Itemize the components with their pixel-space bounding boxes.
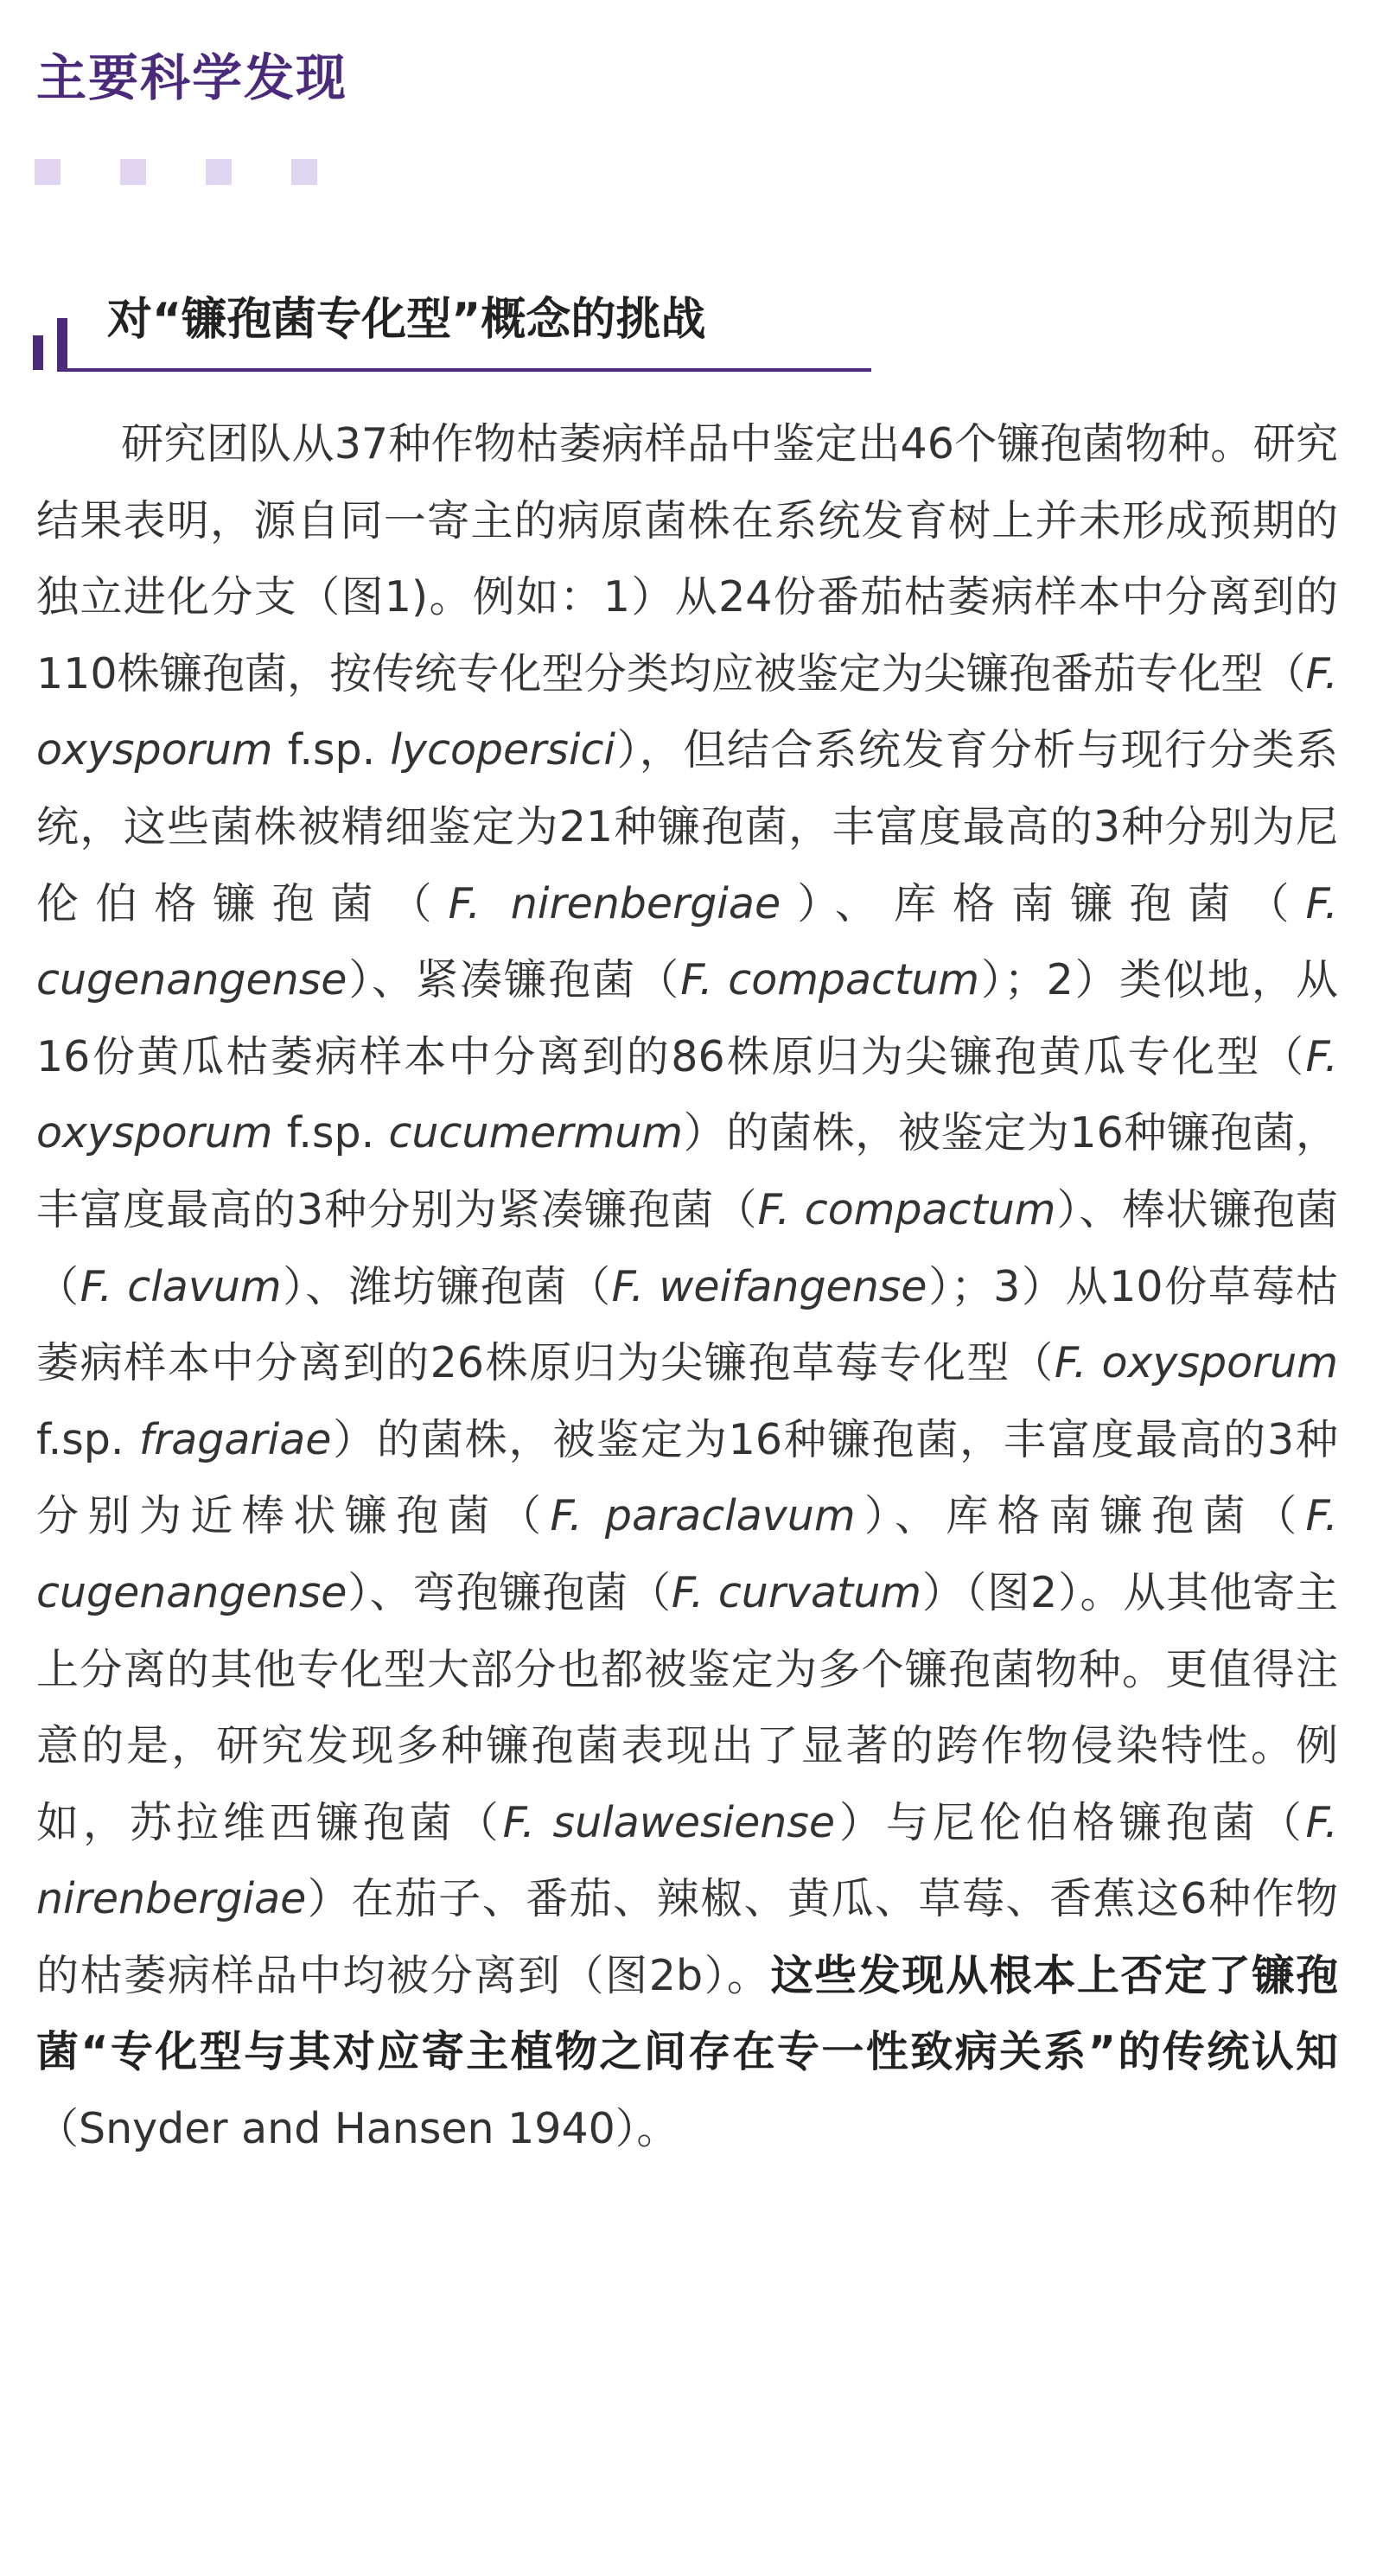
decorative-square-icon: [35, 159, 61, 185]
text-run: f.sp.: [272, 1108, 389, 1158]
text-run: ）；2）类似地，从16份黄瓜枯萎病样本中分离到的86株原归为尖镰孢黄瓜专化型（: [36, 955, 1338, 1081]
text-run: ）的菌株，被鉴定为16种镰孢菌，丰富度最高的3种分别为紧凑镰孢菌（: [36, 1108, 1339, 1234]
text-run: 研究团队从37种作物枯萎病样品中鉴定出46个镰孢菌物种。研究结果表明，源自同一寄主的病原菌株在系统发育树上并未形成预期的独立进化分支（图1)。例如：1）从24份番茄枯萎病样本中分离到的110株镰孢菌，按传统专化型分类均应被鉴定为尖镰孢番茄专化型（: [36, 419, 1338, 698]
species-name: cucumermum: [388, 1108, 683, 1158]
text-run: ）在茄子、番茄、辣椒、黄瓜、草莓、香蕉这6种作物的枯萎病样品中均被分离到（图2b）。: [36, 1874, 1338, 2000]
species-name: F. compactum: [680, 955, 979, 1005]
text-run: ）（图2）。从其他寄主上分离的其他专化型大部分也都被鉴定为多个镰孢菌物种。更值得注意的是，研究发现多种镰孢菌表现出了显著的跨作物侵染特性。例如，苏拉维西镰孢菌（: [36, 1567, 1338, 1847]
paragraph-text: [36, 406, 1338, 2168]
text-run: ）；3）从10份草莓枯萎病样本中分离到的26株原归为尖镰孢草莓专化型（: [36, 1261, 1338, 1388]
decorative-dots: [35, 159, 346, 185]
species-name: F. weifangense: [611, 1261, 927, 1311]
species-name: F. sulawesiense: [502, 1797, 836, 1847]
subheading-title: 对“镰孢菌专化型”概念的挑战: [107, 294, 706, 346]
text-run: ）、库格南镰孢菌（: [781, 878, 1306, 928]
decorative-square-icon: [120, 159, 146, 185]
key-conclusion: 这些发现从根本上否定了镰孢菌“专化型与其对应寄主植物之间存在专一性致病关系”的传统认知: [36, 1950, 1338, 2077]
subheading-underline: [57, 368, 871, 372]
decorative-square-icon: [206, 159, 232, 185]
section-title: 主要科学发现: [36, 48, 348, 107]
text-run: ）的菌株，被鉴定为16种镰孢菌，丰富度最高的3种分别为近棒状镰孢菌（: [36, 1414, 1338, 1541]
species-name: F. clavum: [80, 1261, 282, 1311]
species-name: F. oxysporum: [1054, 1338, 1338, 1388]
text-run: f.sp.: [36, 1414, 139, 1464]
species-name: F. oxysporum: [36, 648, 1338, 775]
text-run: ）、潍坊镰孢菌（: [281, 1261, 612, 1311]
species-name: F. cugenangense: [36, 1491, 1338, 1617]
text-run: ）、棒状镰孢菌（: [36, 1184, 1338, 1311]
citation: （Snyder and Hansen 1940）。: [36, 2104, 679, 2154]
species-name: F. cugenangense: [36, 878, 1338, 1005]
subheading-bar-icon: [57, 318, 67, 370]
text-run: ）、紧凑镰孢菌（: [347, 955, 681, 1005]
species-name: F. nirenbergiae: [36, 1797, 1338, 1924]
subheading-block: [33, 285, 871, 377]
decorative-square-icon: [291, 159, 317, 185]
species-name: F. paraclavum: [550, 1491, 856, 1541]
species-name: F. compactum: [757, 1184, 1056, 1234]
species-name: fragariae: [138, 1414, 332, 1464]
species-name: F. oxysporum: [36, 1031, 1338, 1158]
text-run: f.sp.: [272, 725, 391, 775]
subheading-bar-icon: [33, 335, 43, 370]
text-run: ）与尼伦伯格镰孢菌（: [835, 1797, 1306, 1847]
species-name: F. curvatum: [671, 1567, 921, 1617]
text-run: ）、弯孢镰孢菌（: [347, 1567, 672, 1617]
text-run: ），但结合系统发育分析与现行分类系统，这些菌株被精细鉴定为21种镰孢菌，丰富度最高的3种分别为尼伦伯格镰孢菌（: [36, 725, 1338, 928]
species-name: F. nirenbergiae: [448, 878, 781, 928]
text-run: ）、库格南镰孢菌（: [855, 1491, 1306, 1541]
species-name: lycopersici: [390, 725, 616, 775]
body-paragraph: [36, 406, 1338, 2168]
